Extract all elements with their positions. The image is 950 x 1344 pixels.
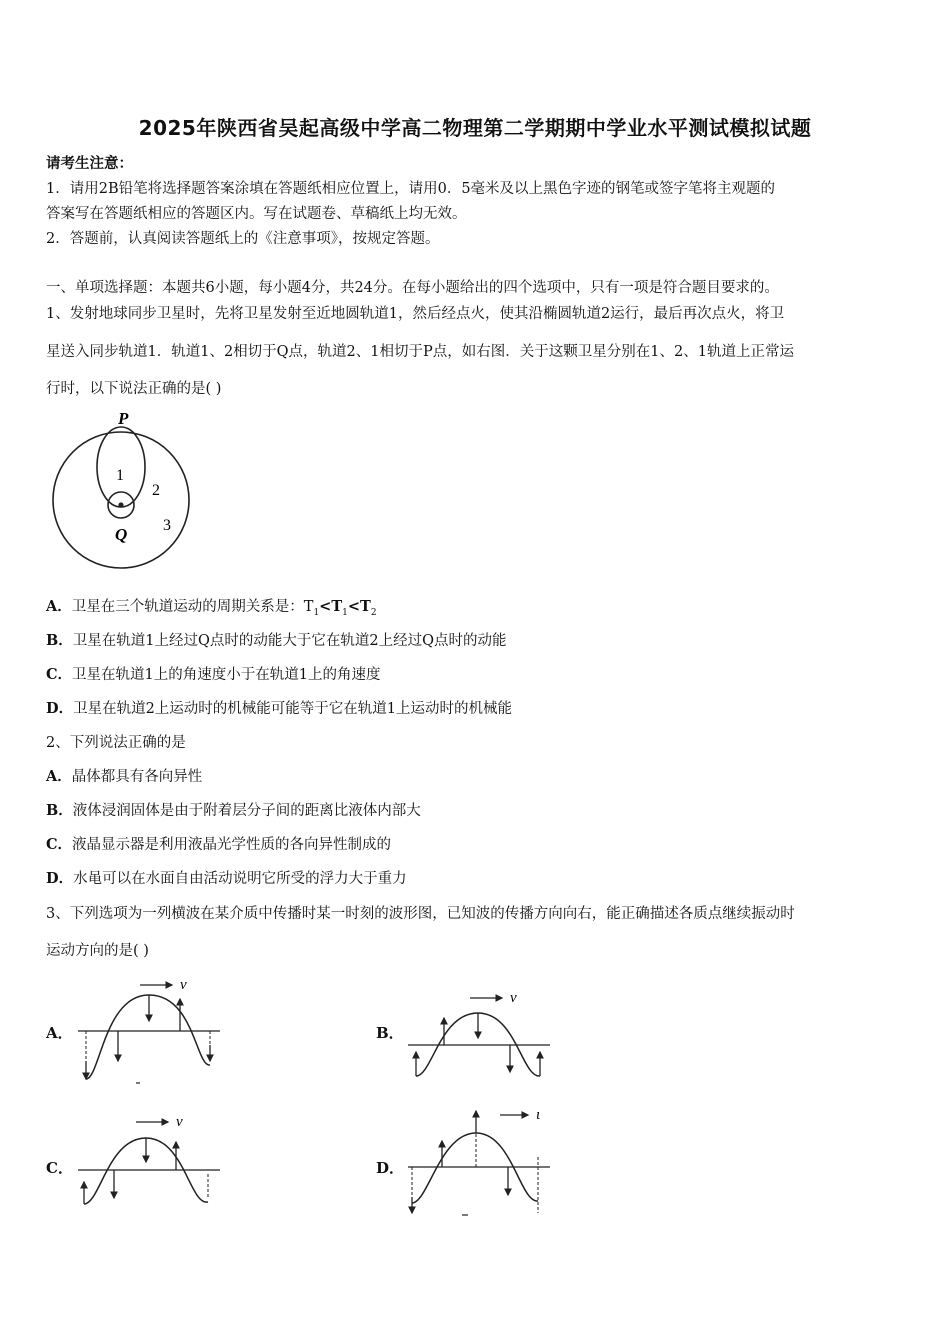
- q3-option-d-label[interactable]: D．: [376, 1159, 405, 1177]
- q2-stem: 2、下列说法正确的是: [46, 735, 186, 751]
- notice-item-1a: 1．请用2B铅笔将选择题答案涂填在答题纸相应位置上，请用0．5毫米及以上黑色字迹的钢笔或签字笔将主观题的: [46, 181, 776, 197]
- velocity-label: v: [176, 1114, 183, 1130]
- q2-option-d[interactable]: D．水黾可以在水面自由活动说明它所受的浮力大于重力: [46, 870, 407, 887]
- q1-option-d[interactable]: D．卫星在轨道2上运动时的机械能可能等于它在轨道1上运动时的机械能: [46, 700, 513, 717]
- wave-figure-a: [74, 975, 224, 1090]
- q3-stem-line2: 运动方向的是( ): [46, 943, 149, 959]
- q1-stem-line1: 1、发射地球同步卫星时，先将卫星发射至近地圆轨道1，然后经点火，使其沿椭圆轨道2运行，最后再次点火，将卫: [46, 306, 785, 322]
- q3-stem-line1: 3、下列选项为一列横波在某介质中传播时某一时刻的波形图，已知波的传播方向向右，能正确描述各质点继续振动时: [46, 906, 795, 922]
- q3-option-c-label[interactable]: C．: [46, 1159, 73, 1177]
- velocity-label: ι: [536, 1107, 541, 1123]
- q1-stem-line3: 行时，以下说法正确的是( ): [46, 381, 222, 397]
- q2-option-b[interactable]: B．液体浸润固体是由于附着层分子间的距离比液体内部大: [46, 802, 421, 819]
- orbit-diagram: [46, 405, 196, 575]
- q1-option-a[interactable]: A．卫星在三个轨道运动的周期关系是：$T_1<T_1<T_2$: [46, 598, 377, 618]
- q2-option-a[interactable]: A．晶体都具有各向异性: [46, 768, 203, 785]
- wave-figure-c: [74, 1112, 224, 1212]
- q3-option-b-label[interactable]: B．: [376, 1024, 404, 1042]
- notice-item-1b: 答案写在答题纸相应的答题区内。写在试题卷、草稿纸上均无效。: [46, 206, 467, 222]
- wave-figure-d: [404, 1105, 554, 1220]
- label-2: 2: [152, 482, 160, 499]
- q1-option-b[interactable]: B．卫星在轨道1上经过Q点时的动能大于它在轨道2上经过Q点时的动能: [46, 632, 507, 649]
- earth-dot: [118, 502, 123, 507]
- q2-option-c[interactable]: C．液晶显示器是利用液晶光学性质的各向异性制成的: [46, 836, 392, 853]
- notice-heading: 请考生注意：: [46, 155, 133, 172]
- wave-figure-b: [404, 988, 554, 1088]
- velocity-label: v: [180, 977, 187, 993]
- notice-item-2: 2．答题前，认真阅读答题纸上的《注意事项》，按规定答题。: [46, 231, 440, 247]
- label-Q: Q: [115, 525, 128, 544]
- orbit-3-circle: [53, 432, 189, 568]
- velocity-label: v: [510, 990, 517, 1006]
- page-title: 2025年陕西省吴起高级中学高二物理第二学期期中学业水平测试模拟试题: [138, 116, 812, 140]
- q1-stem-line2: 星送入同步轨道1．轨道1、2相切于Q点，轨道2、1相切于P点，如右图．关于这颗卫星分别在1、2、1轨道上正常运: [46, 344, 794, 360]
- section-heading: 一、单项选择题：本题共6小题，每小题4分，共24分。在每小题给出的四个选项中，只有一项是符合题目要求的。: [46, 280, 779, 296]
- q1-option-c[interactable]: C．卫星在轨道1上的角速度小于在轨道1上的角速度: [46, 666, 381, 683]
- label-3: 3: [163, 517, 171, 534]
- label-P: P: [118, 409, 129, 428]
- label-1: 1: [116, 467, 124, 484]
- q3-option-a-label[interactable]: A．: [46, 1024, 73, 1042]
